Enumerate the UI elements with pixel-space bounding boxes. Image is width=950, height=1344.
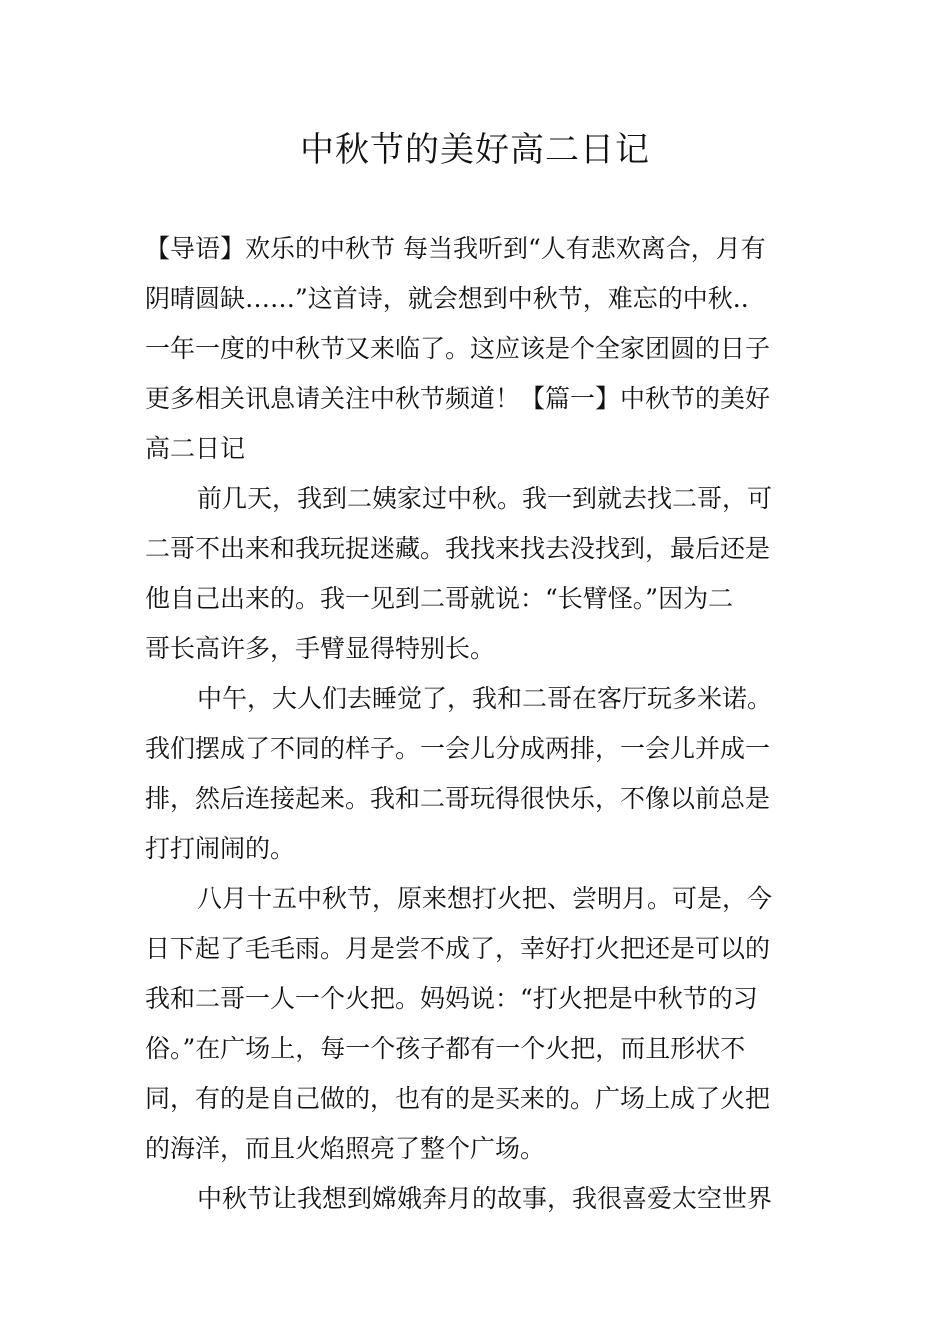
text-line: 排，然后连接起来。我和二哥玩得很快乐，不像以前总是 (145, 784, 771, 813)
text-line: 八月十五中秋节，原来想打火把、尝明月。可是，今 (197, 884, 773, 913)
text-line: 二哥不出来和我玩捉迷藏。我找来找去没找到，最后还是 (145, 534, 771, 563)
text-line: 的海洋，而且火焰照亮了整个广场。 (145, 1134, 546, 1163)
paragraph-intro (145, 224, 807, 474)
text-line: 前几天，我到二姨家过中秋。我一到就去找二哥，可 (197, 484, 773, 513)
text-line: 我和二哥一人一个火把。妈妈说：“打火把是中秋节的习 (145, 984, 758, 1013)
text-line: 高二日记 (145, 434, 246, 463)
text-line: 更多相关讯息请关注中秋节频道！【篇一】中秋节的美好 (145, 384, 771, 413)
paragraph-3 (145, 874, 807, 1174)
text-line: 一年一度的中秋节又来临了。这应该是个全家团圆的日子 (145, 334, 771, 363)
text-line: 哥长高许多，手臂显得特别长。 (145, 634, 496, 663)
article-body (145, 224, 807, 1224)
text-line: 中秋节让我想到嫦娥奔月的故事，我很喜爱太空世界 (197, 1184, 773, 1213)
text-line: 打打闹闹的。 (145, 834, 296, 863)
text-line: 【导语】欢乐的中秋节 每当我听到“人有悲欢离合，月有 (145, 234, 766, 263)
text-line: 阴晴圆缺……”这首诗，就会想到中秋节，难忘的中秋.. (145, 284, 749, 313)
paragraph-4 (145, 1174, 807, 1224)
paragraph-2 (145, 674, 807, 874)
text-line: 同，有的是自己做的，也有的是买来的。广场上成了火把 (145, 1084, 771, 1113)
text-line: 他自己出来的。我一见到二哥就说：“长臂怪。”因为二 (145, 584, 734, 613)
text-line: 我们摆成了不同的样子。一会儿分成两排，一会儿并成一 (145, 734, 771, 763)
text-line: 俗。”在广场上，每一个孩子都有一个火把，而且形状不 (145, 1034, 746, 1063)
paragraph-1 (145, 474, 807, 674)
page-title: 中秋节的美好高二日记 (300, 130, 650, 170)
text-line: 中午，大人们去睡觉了，我和二哥在客厅玩多米诺。 (197, 684, 773, 713)
text-line: 日下起了毛毛雨。月是尝不成了，幸好打火把还是可以的 (145, 934, 771, 963)
